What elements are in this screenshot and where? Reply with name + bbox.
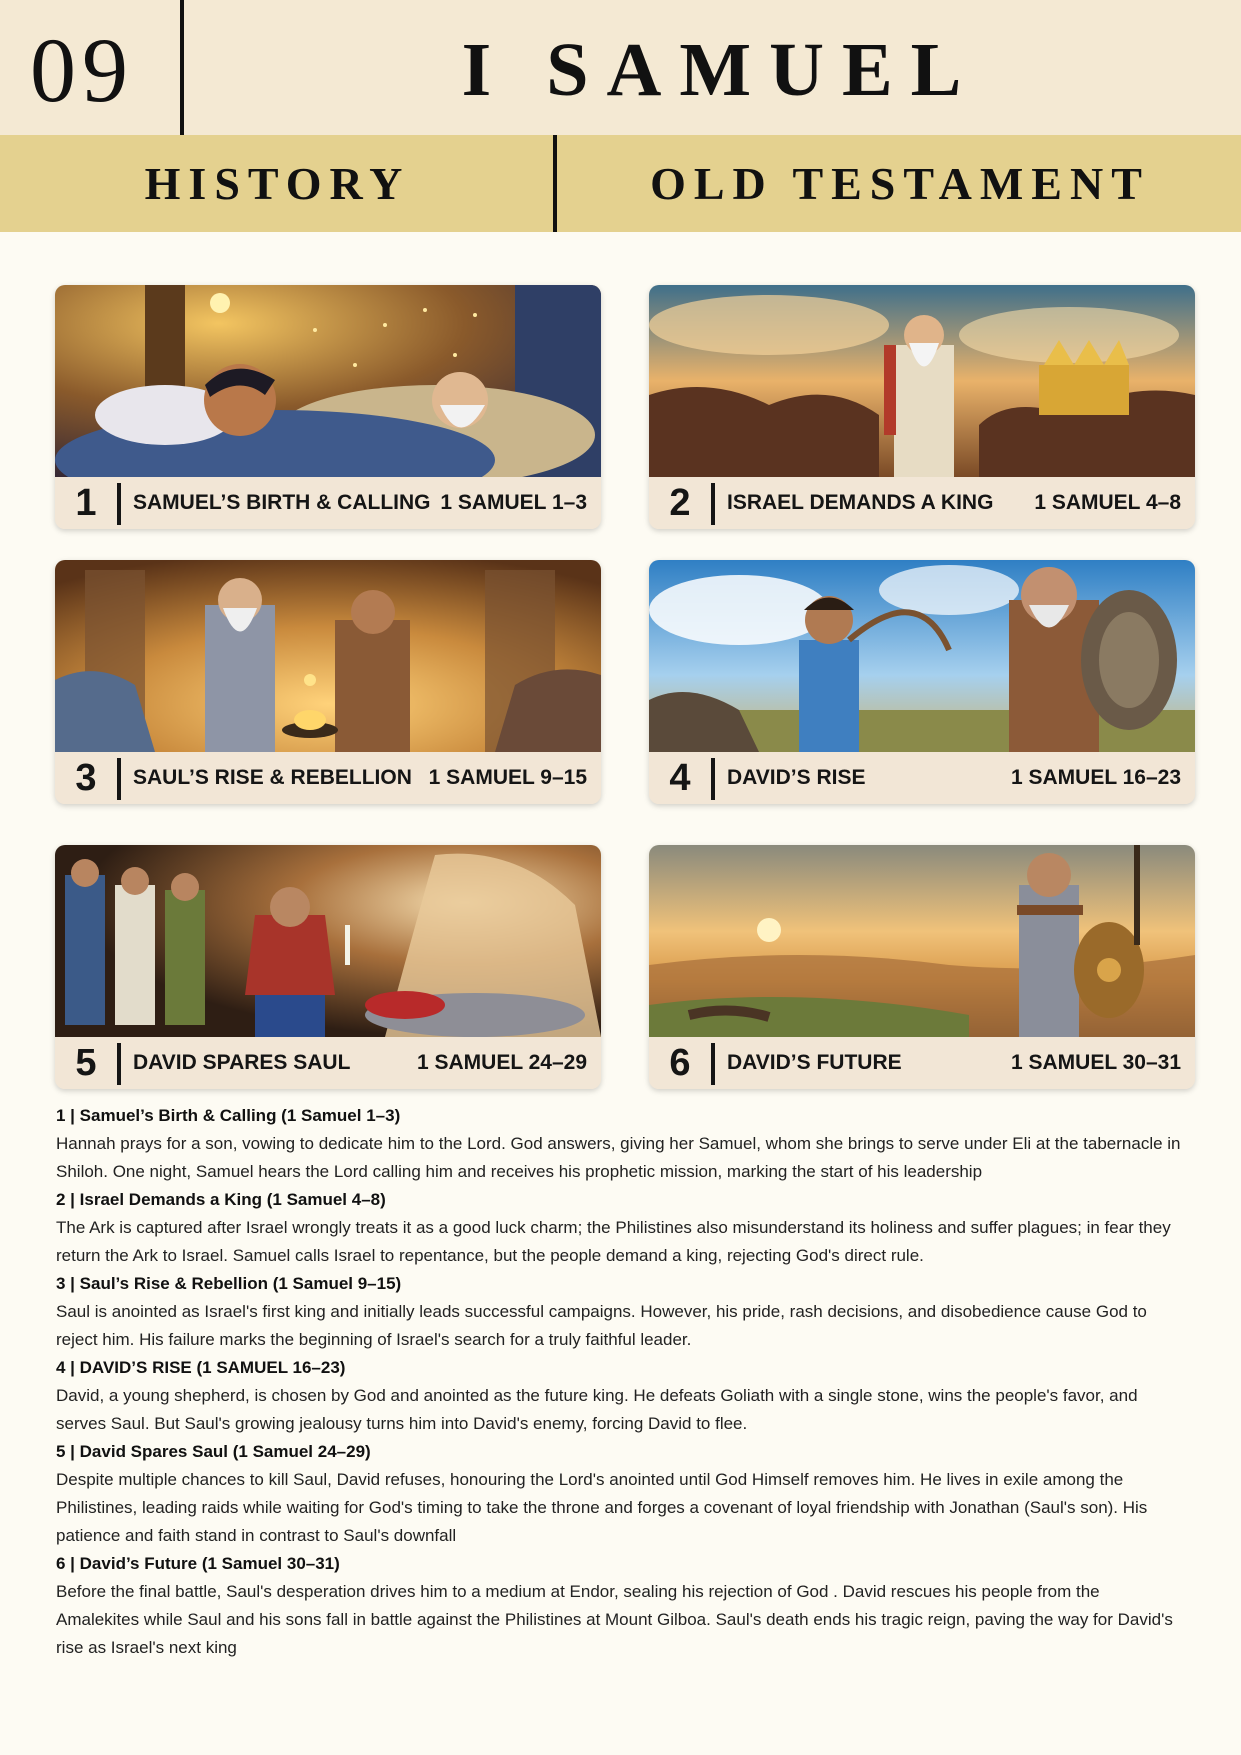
header-divider — [180, 0, 184, 135]
david-and-goliath-illustration — [649, 560, 1195, 752]
summary-heading: 6 | David’s Future (1 Samuel 30–31) — [56, 1554, 340, 1573]
card-label-bar — [55, 752, 601, 804]
card-divider — [117, 1043, 121, 1085]
card-title: SAUL’S RISE & REBELLION — [133, 766, 412, 789]
card-reference: 1 SAMUEL 24–29 — [416, 1051, 587, 1074]
card-number: 5 — [75, 1042, 97, 1084]
card-reference: 1 SAMUEL 4–8 — [1034, 491, 1181, 514]
card-number: 3 — [75, 757, 97, 799]
card-divider — [711, 758, 715, 800]
card-divider — [117, 758, 121, 800]
samuel-calling-illustration — [55, 285, 601, 477]
page-title: I SAMUEL — [461, 28, 980, 112]
card-number: 4 — [669, 757, 691, 799]
card-label-bar — [55, 477, 601, 529]
summary-text: Despite multiple chances to kill Saul, David refuses, honouring the Lord's anointed until God Himself removes him. He lives in exile among the Philistines, leading raids while waiting for God's timing to take the throne and forges a covenant of loyal friendship with Jonathan (Saul's son). His patience and faith stand in contrast to Saul's downfall — [56, 1470, 1148, 1545]
section-summaries — [56, 1102, 1186, 1662]
testament-label: OLD TESTAMENT — [650, 158, 1150, 209]
summary-text: Hannah prays for a son, vowing to dedicate him to the Lord. God answers, giving her Samuel, whom she brings to serve under Eli at the tabernacle in Shiloh. One night, Samuel hears the Lord calling him and receives his prophetic mission, marking the start of his leadership — [56, 1134, 1181, 1181]
section-card-4 — [649, 560, 1195, 804]
card-label-bar — [649, 752, 1195, 804]
summary-text: The Ark is captured after Israel wrongly treats it as a good luck charm; the Philistines also misunderstand its holiness and suffer plagues; in fear they return the Ark to Israel. Samuel calls Israel to repentance, but the people demand a king, rejecting God's direct rule. — [56, 1218, 1171, 1265]
summary-heading: 1 | Samuel’s Birth & Calling (1 Samuel 1–3) — [56, 1106, 401, 1125]
david-spares-saul-illustration — [55, 845, 601, 1037]
card-label-bar — [649, 477, 1195, 529]
summary-heading: 4 | DAVID’S RISE (1 SAMUEL 16–23) — [56, 1358, 346, 1377]
card-title: SAMUEL’S BIRTH & CALLING — [133, 491, 431, 514]
card-label-bar — [55, 1037, 601, 1089]
card-label-bar — [649, 1037, 1195, 1089]
summary-heading: 3 | Saul’s Rise & Rebellion (1 Samuel 9–15) — [56, 1274, 402, 1293]
band-divider — [553, 135, 557, 232]
card-number: 1 — [75, 482, 97, 524]
card-number: 2 — [669, 482, 691, 524]
card-reference: 1 SAMUEL 1–3 — [440, 491, 587, 514]
book-number: 09 — [30, 19, 134, 121]
card-reference: 1 SAMUEL 16–23 — [1010, 766, 1181, 789]
card-title: DAVID SPARES SAUL — [133, 1051, 351, 1074]
section-card-6 — [649, 845, 1195, 1089]
summary-text: David, a young shepherd, is chosen by God and anointed as the future king. He defeats Goliath with a single stone, wins the people's favor, and serves Saul. But Saul's growing jealousy turns him into David's enemy, forcing David to flee. — [56, 1386, 1138, 1433]
summary-text: Saul is anointed as Israel's first king and initially leads successful campaigns. However, his pride, rash decisions, and disobedience cause God to reject him. His failure marks the beginning of Israel's search for a truly faithful leader. — [56, 1302, 1147, 1349]
section-card-2 — [649, 285, 1195, 529]
saul-anointing-illustration — [55, 560, 601, 752]
israel-demands-king-illustration — [649, 285, 1195, 477]
card-title: DAVID’S RISE — [727, 766, 866, 789]
section-card-1 — [55, 285, 601, 529]
card-reference: 1 SAMUEL 9–15 — [428, 766, 587, 789]
section-card-5 — [55, 845, 601, 1089]
card-divider — [117, 483, 121, 525]
card-title: DAVID’S FUTURE — [727, 1051, 902, 1074]
card-divider — [711, 483, 715, 525]
card-number: 6 — [669, 1042, 691, 1084]
card-title: ISRAEL DEMANDS A KING — [727, 491, 994, 514]
davids-future-illustration — [649, 845, 1195, 1037]
section-card-3 — [55, 560, 601, 804]
summary-text: Before the final battle, Saul's desperation drives him to a medium at Endor, sealing his rejection of God . David rescues his people from the Amalekites while Saul and his sons fall in battle against the Philistines at Mount Gilboa. Saul's death ends his tragic reign, paving the way for David's rise as Israel's next king — [56, 1582, 1173, 1657]
summary-heading: 5 | David Spares Saul (1 Samuel 24–29) — [56, 1442, 371, 1461]
category-label: HISTORY — [144, 158, 411, 209]
card-divider — [711, 1043, 715, 1085]
card-reference: 1 SAMUEL 30–31 — [1010, 1051, 1181, 1074]
summary-heading: 2 | Israel Demands a King (1 Samuel 4–8) — [56, 1190, 386, 1209]
